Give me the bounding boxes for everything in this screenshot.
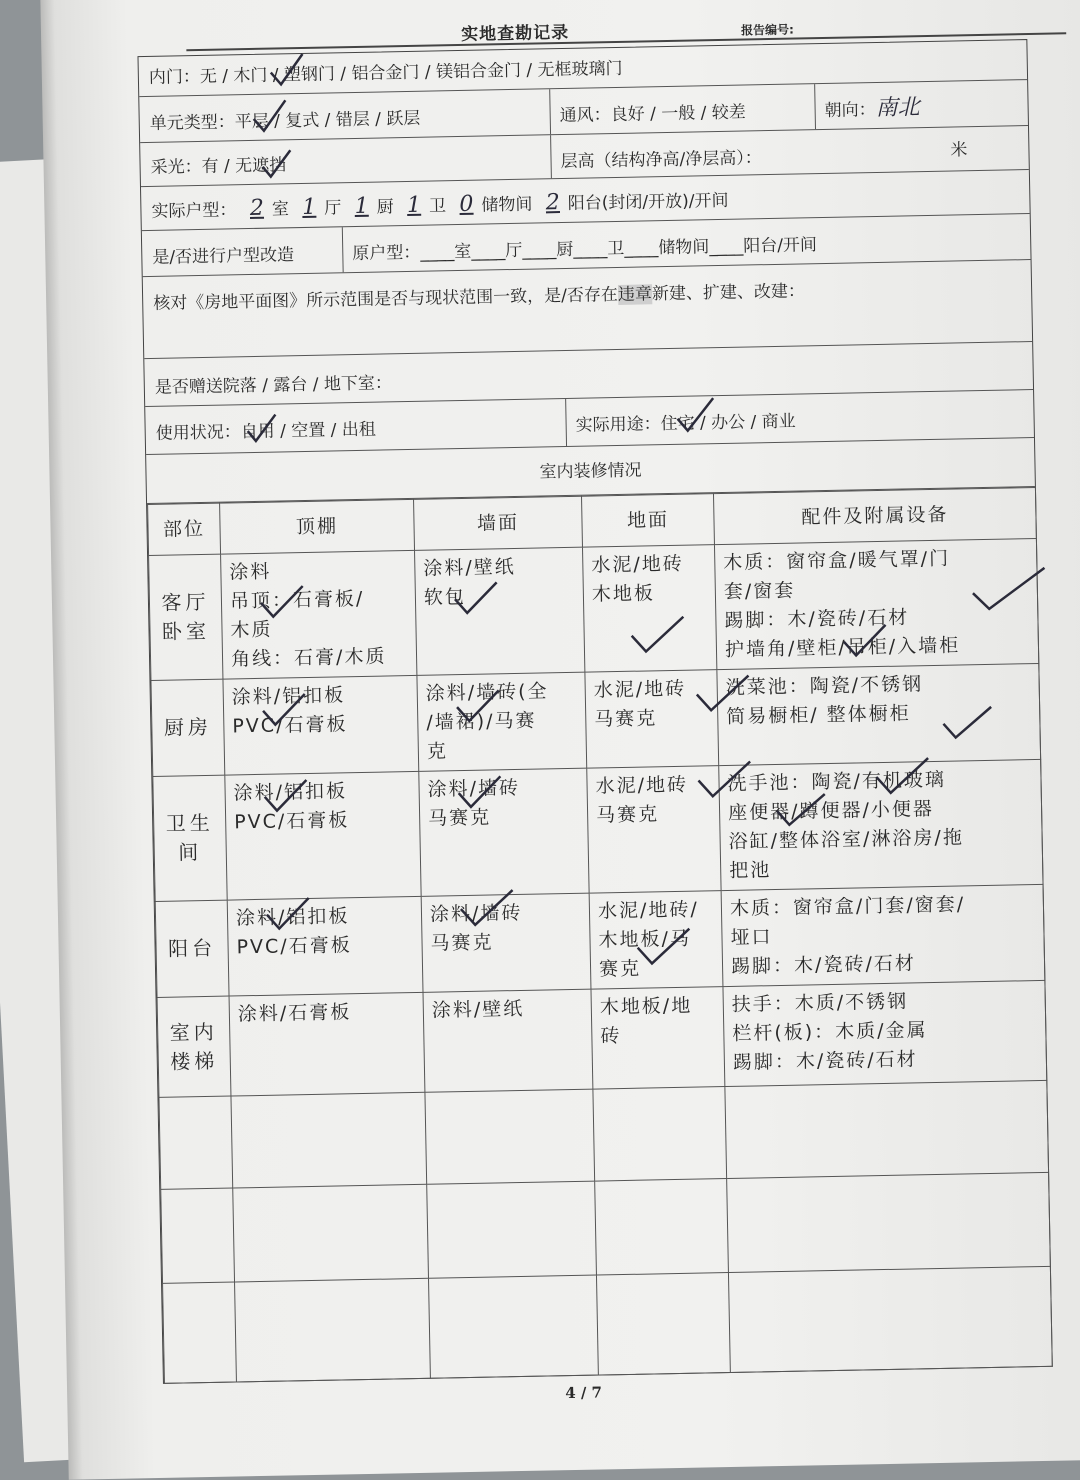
- cell-line: 涂料/铝扣板: [231, 684, 346, 709]
- inner-door-options: 内门：无 / 木门 / 塑钢门 / 铝合金门 / 镁铝合金门 / 无框玻璃门: [148, 58, 623, 88]
- cell-line: 木质：窗帘盒/暖气罩/门: [723, 547, 951, 574]
- cell-line: 护墙角/壁柜/吊柜/入墙柜: [724, 634, 961, 661]
- cell-line: 水泥/地砖/: [597, 898, 699, 923]
- verification-text: 核对《房地平面图》所示范围是否与现状范围一致，是/否存在: [153, 284, 619, 314]
- cell-line: 吊顶：石膏板/: [229, 587, 365, 613]
- cell-line: 涂料/铝扣板: [233, 780, 348, 805]
- fittings-cell: [721, 884, 1045, 986]
- rooms-count: 2: [249, 195, 265, 222]
- floor-cell: [585, 670, 719, 769]
- header-area: 部位: [148, 503, 221, 555]
- rooms-unit: 室: [271, 199, 290, 220]
- cell-line: 木地板/地: [599, 994, 693, 1019]
- gift-question: 是否赠送院落 / 露台 / 地下室：: [154, 373, 393, 398]
- lighting-options: 采光：有 / 无遮挡: [150, 155, 287, 178]
- storage-unit: 储物间: [481, 194, 533, 216]
- cell-line: 扶手：木质/不锈钢: [731, 990, 909, 1016]
- row-area: 阳台: [155, 900, 229, 997]
- table-row: [151, 663, 1041, 776]
- baths-count: 1: [406, 192, 422, 218]
- orientation-value: 南北: [875, 95, 920, 121]
- cell-line: 座便器/蹲便器/小便器: [727, 797, 935, 824]
- storage-count: 0: [459, 191, 474, 217]
- cell-line: 洗菜池：陶瓷/不锈钢: [725, 673, 924, 699]
- row-area: 厨房: [151, 679, 225, 776]
- cell-line: 马赛克: [594, 707, 658, 731]
- halls-unit: 厅: [324, 198, 342, 219]
- cell-line: 水泥/地砖: [593, 677, 687, 702]
- halls-count: 1: [301, 194, 317, 221]
- wall-cell: [417, 672, 587, 771]
- ceiling-cell: [223, 675, 419, 775]
- fittings-cell: [719, 759, 1043, 890]
- table-row: [157, 980, 1047, 1097]
- row-area: 室内楼梯: [157, 996, 231, 1097]
- cell-line: 马赛克: [595, 803, 660, 827]
- renovation-label: 是/否进行户型改造: [152, 245, 295, 268]
- cell-line: 木质：窗帘盒/门套/窗套/: [729, 893, 966, 920]
- cell-line: 浴缸/整体浴室/淋浴房/拖: [728, 826, 965, 853]
- cell-line: 踢脚：木/瓷砖/石材: [732, 1048, 918, 1074]
- wall-cell: [419, 768, 589, 896]
- highlighted-text: 违章: [617, 284, 653, 305]
- floor-height-unit: 米: [950, 140, 968, 161]
- cell-line: 涂料: [229, 560, 272, 584]
- cell-line: 赛克: [598, 957, 642, 981]
- inspection-form: [137, 39, 1052, 1384]
- table-row: [153, 759, 1043, 901]
- header-wall: 墙面: [414, 496, 583, 550]
- cell-line: 克: [426, 740, 449, 763]
- cell-line: PVC/石膏板: [236, 934, 352, 959]
- row-area: 卫生间: [153, 775, 227, 901]
- floor-cell: [589, 891, 723, 990]
- cell-line: 踢脚：木/瓷砖/石材: [724, 606, 910, 632]
- balconies-count: 2: [545, 190, 561, 216]
- kitchens-count: 1: [354, 193, 369, 219]
- cell-line: 垭口: [730, 926, 773, 949]
- header-ceiling: 顶棚: [220, 499, 415, 554]
- document-page: [40, 0, 1080, 1480]
- cell-line: 砖: [600, 1025, 622, 1048]
- cell-line: 简易橱柜/ 整体橱柜: [726, 702, 911, 728]
- header-fittings: 配件及附属设备: [713, 487, 1036, 544]
- cell-line: PVC/石膏板: [232, 713, 348, 738]
- decoration-table: [147, 487, 1053, 1384]
- header-floor: 地面: [582, 494, 715, 548]
- ceiling-cell: [227, 896, 423, 996]
- cell-line: 涂料/铝扣板: [235, 905, 350, 930]
- kitchens-unit: 厨: [376, 197, 394, 218]
- fittings-cell: [714, 538, 1038, 669]
- row-area: 客厅卧室: [149, 554, 223, 680]
- cell-line: 涂料/壁纸: [423, 555, 516, 580]
- cell-line: 栏杆(板)：木质/金属: [732, 1019, 928, 1045]
- wall-cell: [415, 547, 585, 675]
- cell-line: 水泥/地砖: [591, 552, 684, 577]
- ceiling-cell: [221, 550, 417, 679]
- unit-type-options: 单元类型：平层 / 复式 / 错层 / 跃层: [149, 108, 421, 134]
- cell-line: 马赛克: [427, 806, 492, 830]
- orientation-label: 朝向：: [824, 99, 876, 121]
- cell-line: 软包: [423, 585, 467, 609]
- cell-line: 涂料/壁纸: [431, 997, 525, 1022]
- section-title: 室内装修情况: [539, 460, 642, 483]
- cell-line: 水泥/地砖: [595, 773, 689, 798]
- cell-line: 洗手池：陶瓷/有机玻璃: [727, 768, 947, 795]
- cell-line: 木质: [230, 618, 273, 642]
- floor-cell: [582, 545, 716, 673]
- cell-line: 木地板: [591, 582, 656, 606]
- cell-line: 角线：石膏/木质: [230, 645, 387, 671]
- floor-cell: [591, 987, 725, 1090]
- orientation-field: [814, 80, 1030, 129]
- verification-text-end: 新建、扩建、改建：: [651, 281, 806, 305]
- cell-line: 马赛克: [430, 931, 494, 955]
- cell-line: 涂料/墙砖: [429, 901, 523, 926]
- original-layout: 原户型：____室____厅____厨____卫____储物间____阳台/开间: [352, 235, 818, 265]
- verification-question: [143, 260, 1032, 358]
- cell-line: 涂料/石膏板: [237, 1001, 352, 1026]
- fittings-cell: [723, 980, 1047, 1086]
- actual-use: 实际用途：住宅 / 办公 / 商业: [575, 411, 796, 436]
- fittings-cell: [717, 663, 1041, 765]
- cell-line: /墙裙)/马赛: [426, 709, 537, 734]
- usage-status: 使用状况：自用 / 空置 / 出租: [155, 419, 376, 444]
- cell-line: 踢脚：木/瓷砖/石材: [730, 952, 917, 978]
- floor-cell: [587, 766, 721, 894]
- wall-cell: [423, 989, 593, 1092]
- baths-unit: 卫: [428, 196, 447, 217]
- empty-row: [163, 1266, 1053, 1383]
- empty-row: [161, 1172, 1051, 1283]
- floor-height-label: 层高（结构净高/净层高）：: [560, 148, 762, 173]
- actual-layout-label: 实际户型：: [151, 200, 237, 222]
- ceiling-cell: [225, 771, 421, 900]
- ceiling-cell: [229, 992, 425, 1096]
- cell-line: 把池: [729, 859, 772, 882]
- page-number: 4 / 7: [565, 1383, 603, 1403]
- cell-line: PVC/石膏板: [233, 809, 350, 834]
- empty-row: [159, 1080, 1049, 1189]
- cell-line: 木地板/马: [598, 927, 692, 952]
- cell-line: 涂料/墙砖: [427, 776, 521, 801]
- ventilation-options: 通风：良好 / 一般 / 较差: [559, 102, 746, 127]
- balcony-suffix: 阳台(封闭/开放)/开间: [567, 190, 729, 214]
- cell-line: 套/窗套: [723, 579, 796, 603]
- table-row: [155, 884, 1045, 997]
- cell-line: 涂料/墙砖(全: [425, 680, 549, 705]
- document-title: 实地查勘记录: [460, 22, 570, 45]
- report-number-label: 报告编号:: [740, 22, 795, 38]
- table-row: [149, 538, 1039, 680]
- wall-cell: [421, 893, 591, 992]
